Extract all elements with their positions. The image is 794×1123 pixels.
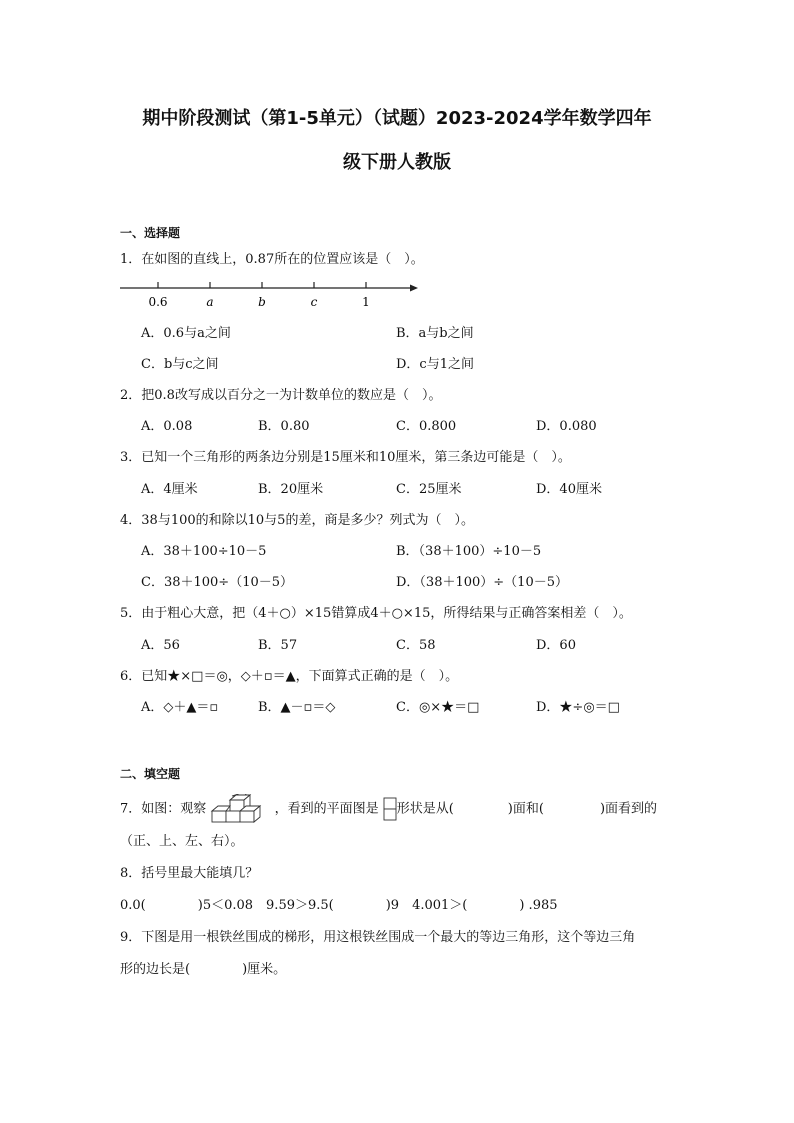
question-5-stem: 5．由于粗心大意，把（4＋○）×15错算成4＋○×15，所得结果与正确答案相差（ ）。 — [120, 606, 632, 621]
q1-option-c: C．b与c之间 — [141, 357, 219, 372]
question-1-stem: 1．在如图的直线上，0.87所在的位置应该是（ ）。 — [120, 252, 424, 267]
q5-option-d: D．60 — [536, 638, 576, 653]
q7-text-part5: )面看到的 — [599, 801, 658, 817]
tick-label-1: 1 — [362, 295, 370, 309]
q3-option-b: B．20厘米 — [258, 482, 324, 497]
q6-option-d: D．★÷◎＝□ — [536, 700, 620, 715]
q5-option-b: B．57 — [258, 638, 298, 653]
q3-option-c: C．25厘米 — [396, 482, 462, 497]
q1-option-d: D．c与1之间 — [396, 357, 474, 372]
number-line-figure — [118, 278, 423, 314]
q5-option-c: C．58 — [396, 638, 436, 653]
q5-option-a: A．56 — [141, 638, 180, 653]
q3-option-d: D．40厘米 — [536, 482, 602, 497]
question-9-line1: 9．下图是用一根铁丝围成的梯形，用这根铁丝围成一个最大的等边三角形，这个等边三角 — [120, 930, 636, 945]
q2-option-c: C．0.800 — [396, 419, 457, 434]
q1-option-a: A．0.6与a之间 — [141, 326, 231, 341]
question-3-stem: 3．已知一个三角形的两条边分别是15厘米和10厘米，第三条边可能是（ ）。 — [120, 450, 571, 465]
cube-stack-figure — [210, 794, 270, 824]
q4-option-b: B．（38＋100）÷10－5 — [396, 544, 542, 559]
q2-option-d: D．0.080 — [536, 419, 597, 434]
q6-option-a: A．◇＋▲＝▫ — [141, 700, 219, 715]
plane-view-figure — [383, 797, 397, 821]
question-8-stem: 8．括号里最大能填几？ — [120, 866, 259, 881]
section-heading-choice: 一、选择题 — [120, 226, 181, 240]
q3-option-a: A．4厘米 — [141, 482, 198, 497]
document-title-line1: 期中阶段测试（第1-5单元）（试题）2023-2024学年数学四年 — [142, 108, 652, 129]
q7-text-part1: 7．如图：观察 — [120, 801, 207, 817]
q7-text-part2: ，看到的平面图是 — [274, 801, 379, 817]
question-7-line2: （正、上、左、右）。 — [120, 834, 244, 849]
question-4-stem: 4．38与100的和除以10与5的差，商是多少？列式为（ ）。 — [120, 513, 474, 528]
tick-label-0-6: 0.6 — [148, 295, 168, 309]
question-6-stem: 6．已知★×□＝◎，◇＋▫＝▲，下面算式正确的是（ ）。 — [120, 669, 459, 684]
q4-option-a: A．38＋100÷10－5 — [141, 544, 267, 559]
question-7-line1 — [120, 794, 657, 824]
document-title-line2: 级下册人教版 — [343, 152, 451, 173]
section-heading-fill-blank: 二、填空题 — [120, 767, 181, 781]
q7-text-part4: )面和( — [507, 801, 544, 817]
q4-option-d: D．（38＋100）÷（10－5） — [396, 575, 568, 590]
tick-label-b: b — [258, 295, 266, 309]
question-9-line2: 形的边长是( )厘米。 — [120, 962, 287, 977]
q2-option-a: A．0.08 — [141, 419, 193, 434]
tick-label-c: c — [310, 295, 318, 309]
q6-option-b: B．▲－▫＝◇ — [258, 700, 336, 715]
q7-text-part3: 形状是从( — [396, 801, 454, 817]
q2-option-b: B．0.80 — [258, 419, 310, 434]
question-2-stem: 2．把0.8改写成以百分之一为计数单位的数应是（ ）。 — [120, 388, 442, 403]
q4-option-c: C．38＋100÷（10－5） — [141, 575, 294, 590]
number-line-arrow-icon — [410, 285, 418, 292]
q6-option-c: C．◎×★＝□ — [396, 700, 480, 715]
tick-label-a: a — [206, 295, 214, 309]
q1-option-b: B．a与b之间 — [396, 326, 474, 341]
question-8-expressions: 0.0( )5＜0.08 9.59＞9.5( )9 4.001＞( ) .985 — [120, 898, 558, 913]
